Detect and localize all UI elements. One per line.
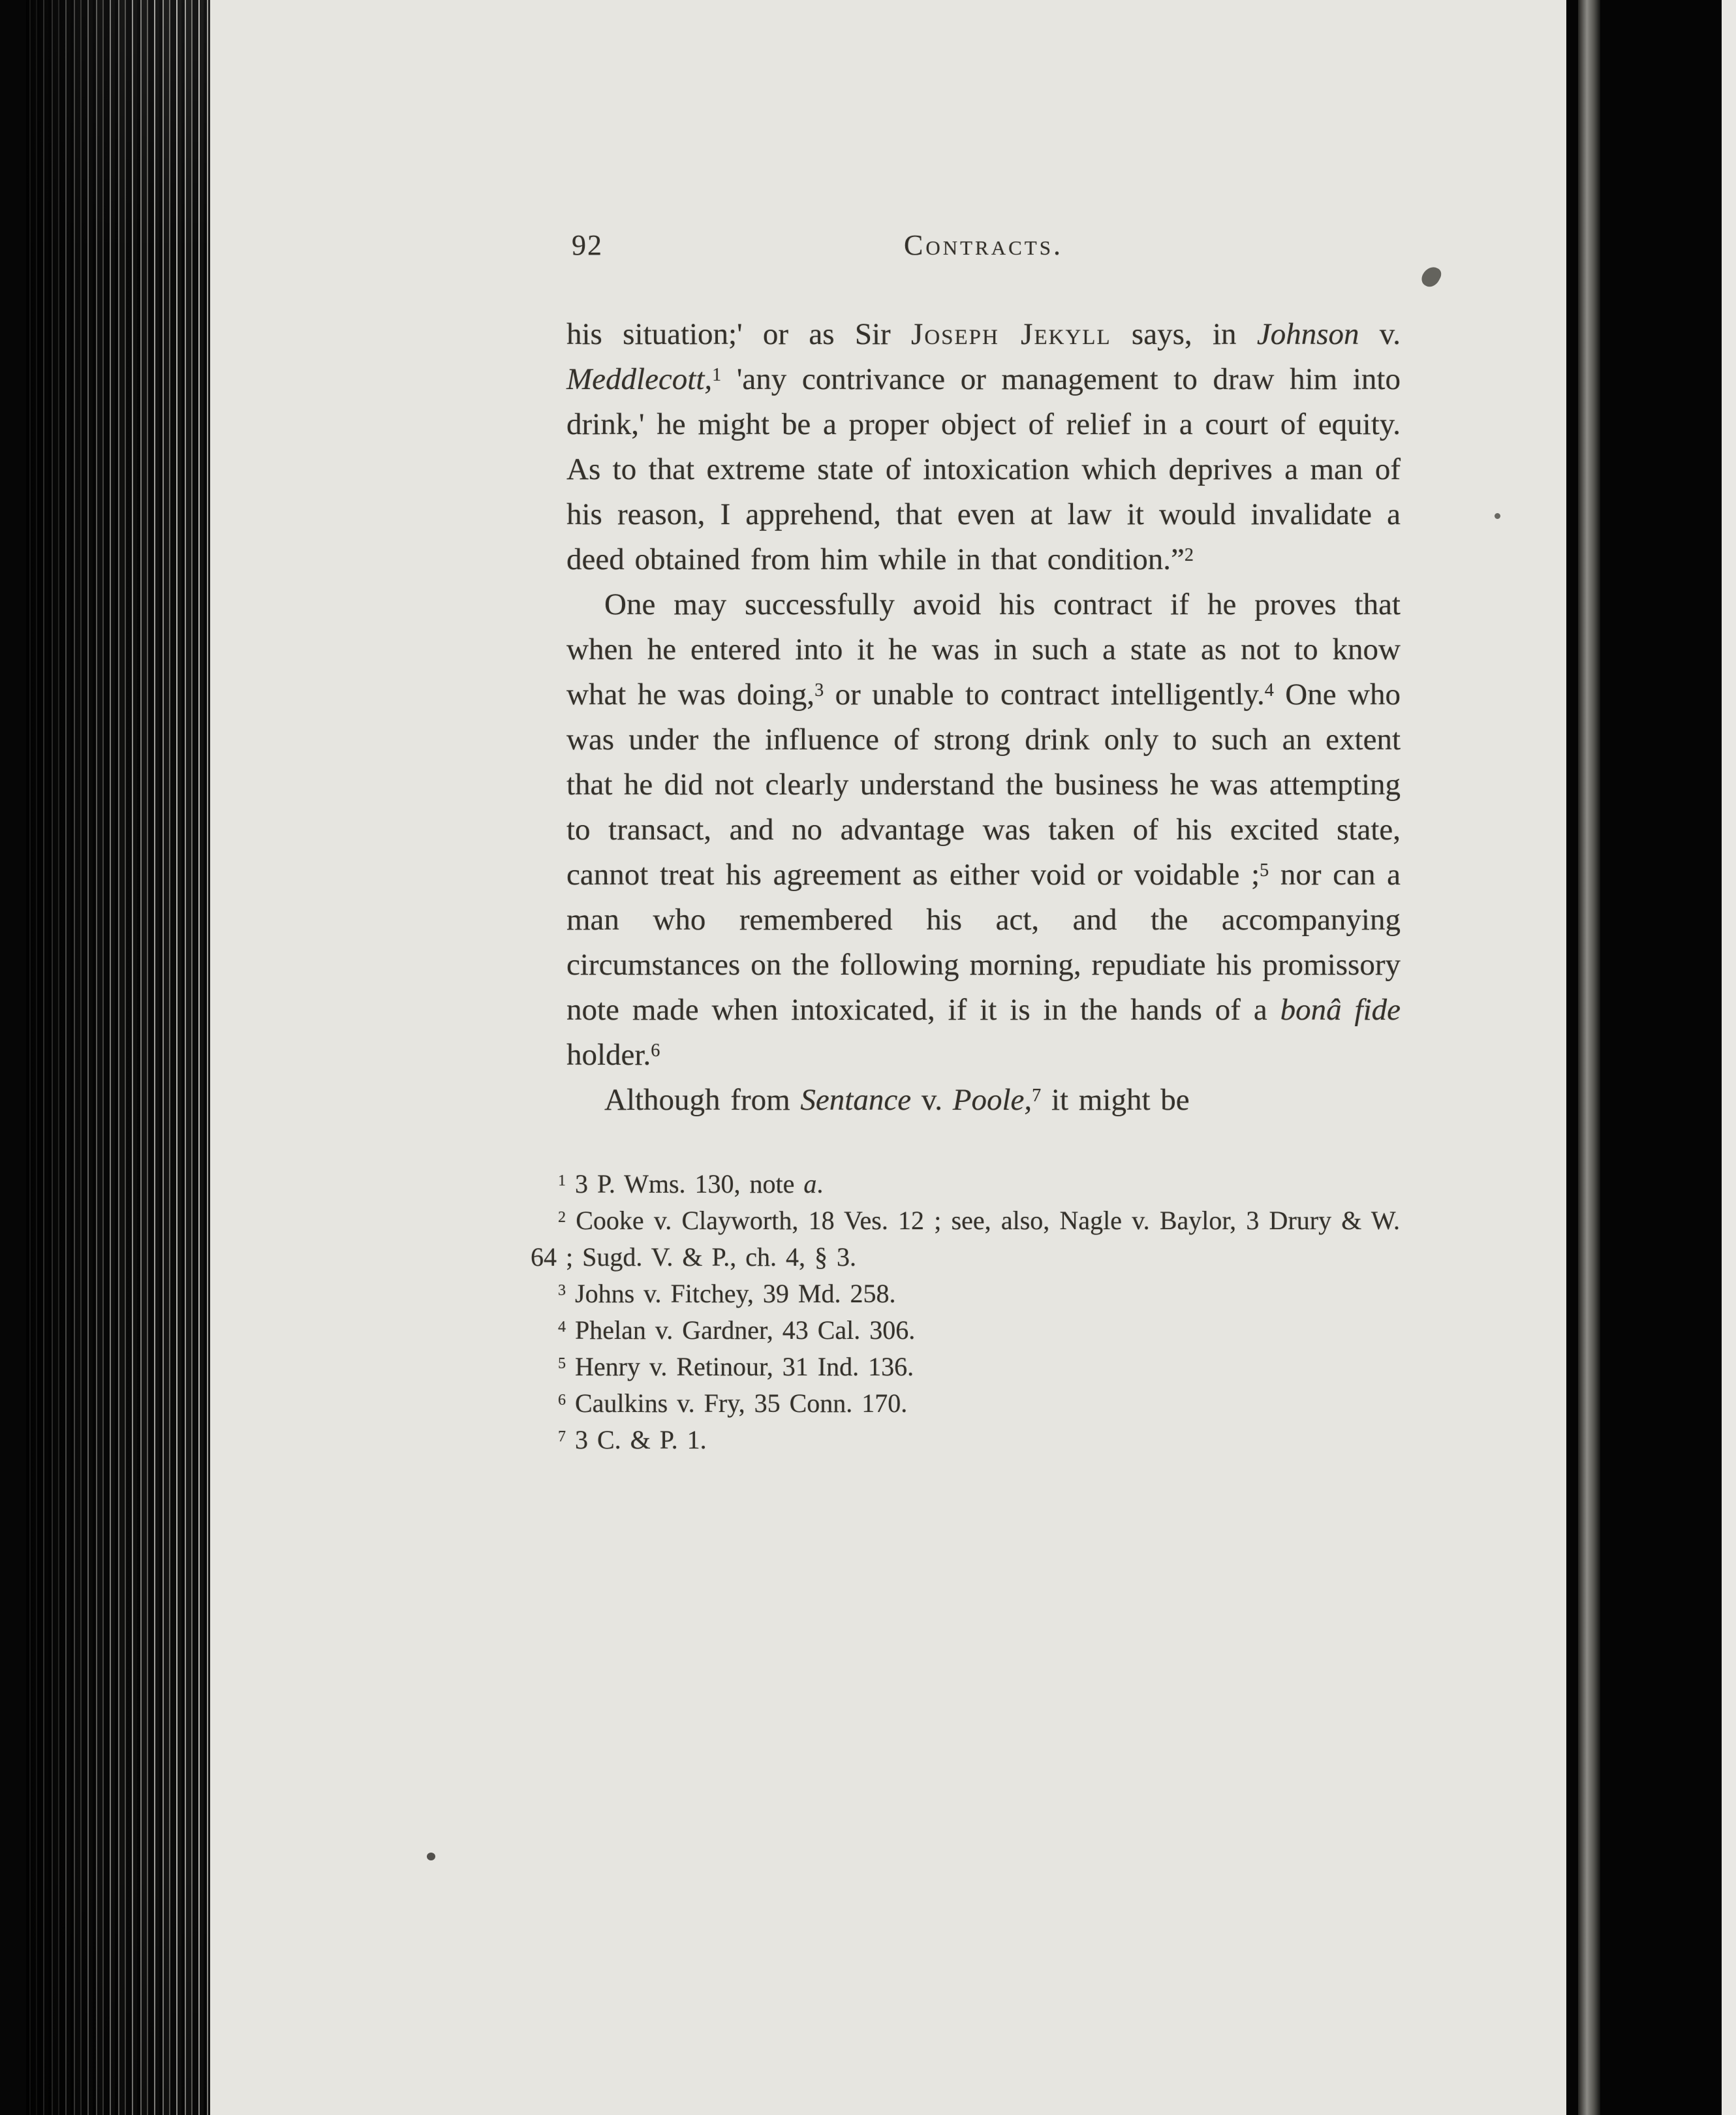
paragraph — [566, 312, 1401, 582]
plain-run: . — [816, 1169, 824, 1198]
plain-run: or unable to contract intelligently. — [824, 678, 1265, 712]
sup-run: 4 — [1264, 680, 1274, 701]
sup-run: 4 — [558, 1319, 566, 1336]
sup-run: 2 — [558, 1209, 566, 1227]
plain-run: Although from — [604, 1083, 801, 1117]
book-page — [210, 0, 1566, 2115]
sup-run: 3 — [558, 1282, 566, 1300]
ink-speck — [427, 1853, 435, 1860]
right-white-strip — [1722, 0, 1736, 2115]
paragraph — [566, 582, 1401, 1078]
italic-run: Meddlecott, — [566, 362, 713, 396]
footnote — [531, 1349, 1400, 1385]
plain-run: 3 P. Wms. 130, note — [566, 1169, 804, 1198]
plain-run: 3 C. & P. 1. — [566, 1425, 707, 1454]
plain-run: v. — [1359, 317, 1401, 351]
italic-run: Johnson — [1256, 317, 1359, 351]
page-content — [531, 227, 1401, 1458]
smallcaps-run: Joseph Jekyll — [911, 317, 1111, 351]
plain-run: Phelan v. Gardner, 43 Cal. 306. — [566, 1315, 916, 1345]
left-page-stack — [26, 0, 212, 2115]
plain-run: holder. — [566, 1038, 651, 1072]
sup-run: 3 — [814, 680, 824, 701]
plain-run: One may successfully avoid his contract if he proves that when he entered into it he was in such a state as not to know what he was doing, — [566, 588, 1401, 712]
sup-run: 6 — [558, 1392, 566, 1409]
footnote — [531, 1312, 1400, 1349]
plain-run: Henry v. Retinour, 31 Ind. 136. — [566, 1352, 914, 1381]
footnote — [531, 1276, 1400, 1312]
sup-run: 1 — [558, 1172, 566, 1190]
footnote — [531, 1202, 1400, 1276]
sup-run: 7 — [1032, 1086, 1042, 1106]
page-header — [566, 227, 1401, 265]
plain-run: Cooke v. Clayworth, 18 Ves. 12 ; see, also, Nagle v. Baylor, 3 Drury & W. 64 ; Sugd. V. & P., ch. 4, § 3. — [531, 1206, 1400, 1272]
plain-run: 'any contrivance or management to draw him into drink,' he might be a proper object of relief in a court of equity. As to that extreme state of intoxication which deprives a man of his reason, I apprehend, that even at law it would invalidate a deed obtained from him while in that condition.” — [566, 362, 1401, 576]
sup-run: 1 — [712, 365, 722, 386]
ink-mark — [1419, 264, 1444, 290]
right-page-edge — [1578, 0, 1600, 2115]
body-paragraphs — [566, 312, 1401, 1123]
page-number: 92 — [572, 229, 603, 261]
paragraph — [566, 1078, 1401, 1123]
plain-run: it might be — [1041, 1083, 1190, 1117]
italic-run: Sentance — [800, 1083, 912, 1117]
sup-run: 6 — [651, 1041, 660, 1061]
footnote — [531, 1422, 1400, 1458]
footnote — [531, 1385, 1400, 1422]
italic-run: a — [803, 1169, 817, 1198]
italic-run: Poole, — [952, 1083, 1032, 1117]
plain-run: his situation;' or as Sir — [566, 317, 912, 351]
sup-run: 2 — [1184, 545, 1194, 566]
plain-run: Johns v. Fitchey, 39 Md. 258. — [566, 1279, 896, 1308]
sup-run: 5 — [1260, 860, 1269, 881]
plain-run: One who was under the influence of strong drink only to such an extent that he did not clearly understand the business he was attempting to transact, and no advantage was taken of his excited state, cannot treat his agreement as either void or voidable ; — [566, 678, 1401, 892]
italic-run: bonâ fide — [1280, 993, 1401, 1027]
footnote — [531, 1166, 1400, 1202]
plain-run: says, in — [1111, 317, 1257, 351]
sup-run: 5 — [558, 1355, 566, 1373]
plain-run: v. — [911, 1083, 953, 1117]
ink-speck — [1495, 513, 1500, 519]
running-title: Contracts. — [904, 229, 1063, 261]
footnote-list — [531, 1166, 1400, 1458]
sup-run: 7 — [558, 1428, 566, 1446]
plain-run: Caulkins v. Fry, 35 Conn. 170. — [566, 1388, 908, 1418]
plain-run: nor can a man who remembered his act, and the accompanying circumstances on the following morning, repudiate his promissory note made when intoxicated, if it is in the hands of a — [566, 858, 1401, 1027]
